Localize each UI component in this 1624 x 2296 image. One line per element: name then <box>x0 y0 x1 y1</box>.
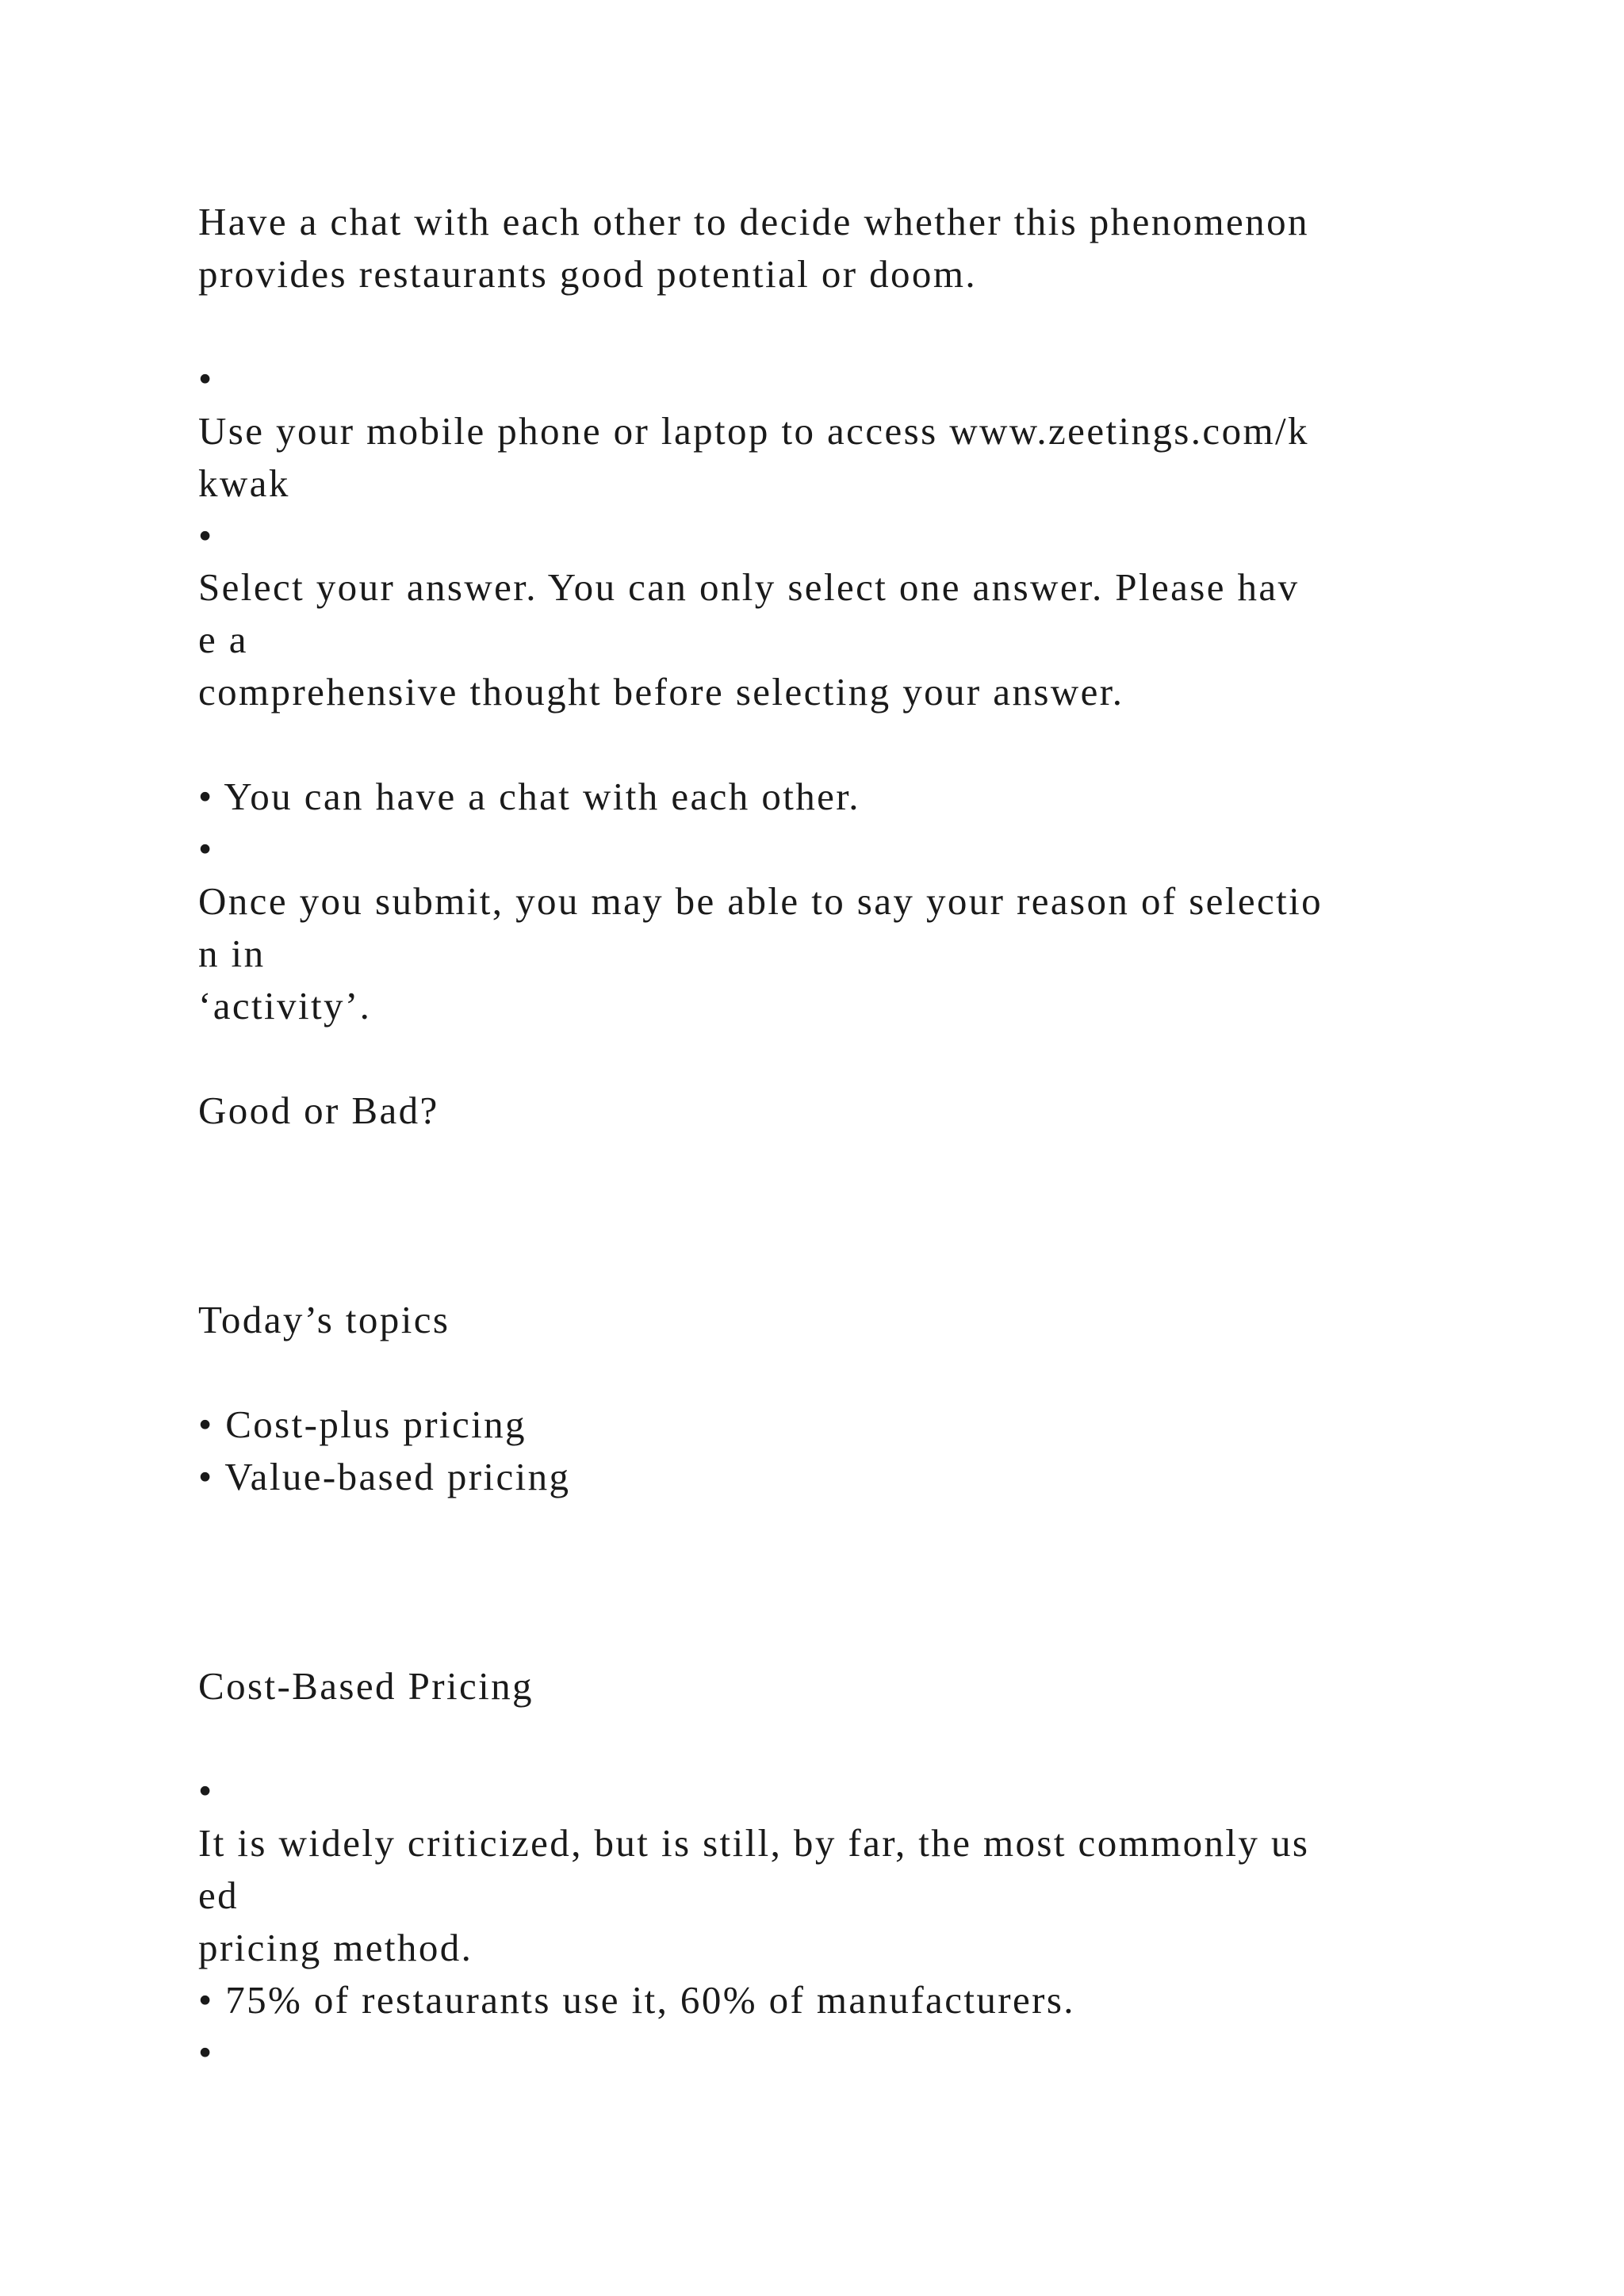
bullet-marker: • <box>198 2030 214 2074</box>
text-line: e a <box>198 618 248 661</box>
bullet-marker: • <box>198 1769 214 1812</box>
section-heading: Good or Bad? <box>198 1089 439 1132</box>
text-line: pricing method. <box>198 1926 473 1969</box>
section-heading: Cost-Based Pricing <box>198 1664 534 1708</box>
bullet-marker: • <box>198 514 214 557</box>
text-line: n in <box>198 932 266 975</box>
bullet-marker: • <box>198 827 214 871</box>
bullet-marker: • <box>198 357 214 400</box>
text-line: • 75% of restaurants use it, 60% of manufacturers. <box>198 1978 1075 2022</box>
text-line: • Value-based pricing <box>198 1455 571 1498</box>
text-line: comprehensive thought before selecting your answer. <box>198 670 1124 714</box>
text-line: Once you submit, you may be able to say your reason of selectio <box>198 879 1323 923</box>
text-line: Select your answer. You can only select one answer. Please hav <box>198 565 1300 609</box>
text-line: ed <box>198 1873 239 1917</box>
text-line: kwak <box>198 461 290 505</box>
text-line: provides restaurants good potential or doom. <box>198 252 977 296</box>
text-line: Have a chat with each other to decide whether this phenomenon <box>198 200 1309 243</box>
text-line: ‘activity’. <box>198 984 372 1027</box>
text-line: • You can have a chat with each other. <box>198 775 860 818</box>
text-line: It is widely criticized, but is still, by far, the most commonly us <box>198 1821 1310 1865</box>
text-line: • Cost-plus pricing <box>198 1402 527 1446</box>
section-heading: Today’s topics <box>198 1298 450 1341</box>
text-line: Use your mobile phone or laptop to access www.zeetings.com/k <box>198 409 1309 453</box>
